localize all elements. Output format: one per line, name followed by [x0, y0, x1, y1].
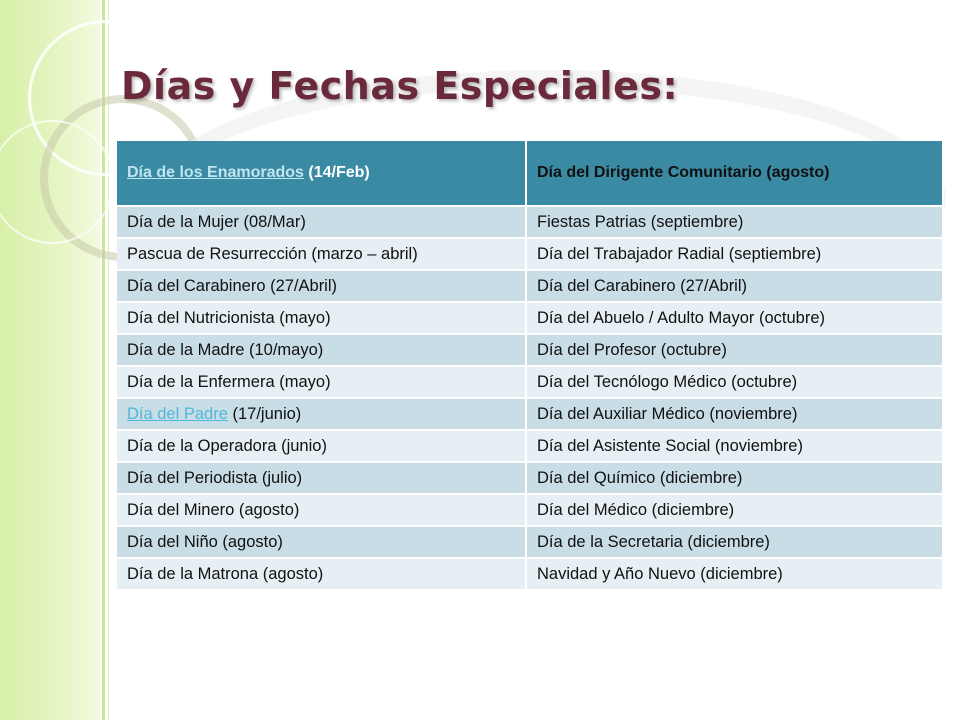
table-cell-left: Día de la Madre (10/mayo) — [117, 334, 526, 366]
table-cell-left: Día de la Mujer (08/Mar) — [117, 206, 526, 238]
table-cell-left: Día de la Matrona (agosto) — [117, 558, 526, 590]
table-cell-right: Fiestas Patrias (septiembre) — [526, 206, 943, 238]
table-cell-right: Día del Tecnólogo Médico (octubre) — [526, 366, 943, 398]
table-row — [117, 526, 943, 558]
table-cell-left: Día del Carabinero (27/Abril) — [117, 270, 526, 302]
slide-title: Días y Fechas Especiales: — [121, 64, 679, 108]
table-row — [117, 430, 943, 462]
link-dia-del-padre[interactable]: Día del Padre — [127, 404, 228, 423]
table-header-row — [117, 141, 943, 206]
link-dia-de-los-enamorados[interactable]: Día de los Enamorados — [127, 164, 304, 181]
table-row — [117, 366, 943, 398]
table-cell-right: Navidad y Año Nuevo (diciembre) — [526, 558, 943, 590]
table-row — [117, 398, 943, 430]
table-cell-right: Día del Profesor (octubre) — [526, 334, 943, 366]
table-row — [117, 302, 943, 334]
table-row — [117, 494, 943, 526]
table-cell-left: Día del Niño (agosto) — [117, 526, 526, 558]
table-cell-right: Día del Abuelo / Adulto Mayor (octubre) — [526, 302, 943, 334]
table-cell-left: Día del Periodista (julio) — [117, 462, 526, 494]
table-row — [117, 270, 943, 302]
table-row — [117, 238, 943, 270]
table-cell-left — [117, 398, 526, 430]
table-cell-right: Día del Trabajador Radial (septiembre) — [526, 238, 943, 270]
header-left-date: (14/Feb) — [303, 164, 370, 181]
table-cell-right: Día del Asistente Social (noviembre) — [526, 430, 943, 462]
table-cell-right: Día del Médico (diciembre) — [526, 494, 943, 526]
table-cell-left: Día de la Enfermera (mayo) — [117, 366, 526, 398]
header-cell-right: Día del Dirigente Comunitario (agosto) — [526, 141, 943, 206]
table-cell-right: Día de la Secretaria (diciembre) — [526, 526, 943, 558]
table-cell-left: Día de la Operadora (junio) — [117, 430, 526, 462]
cell-date-suffix: (17/junio) — [227, 404, 302, 423]
table-row — [117, 334, 943, 366]
table-cell-right: Día del Químico (diciembre) — [526, 462, 943, 494]
table-cell-right: Día del Carabinero (27/Abril) — [526, 270, 943, 302]
table-cell-left: Pascua de Resurrección (marzo – abril) — [117, 238, 526, 270]
table-row — [117, 558, 943, 590]
special-dates-table — [117, 141, 944, 591]
table-cell-right: Día del Auxiliar Médico (noviembre) — [526, 398, 943, 430]
table-cell-left: Día del Nutricionista (mayo) — [117, 302, 526, 334]
table-row — [117, 206, 943, 238]
header-cell-left — [117, 141, 526, 206]
table-cell-left: Día del Minero (agosto) — [117, 494, 526, 526]
table-row — [117, 462, 943, 494]
